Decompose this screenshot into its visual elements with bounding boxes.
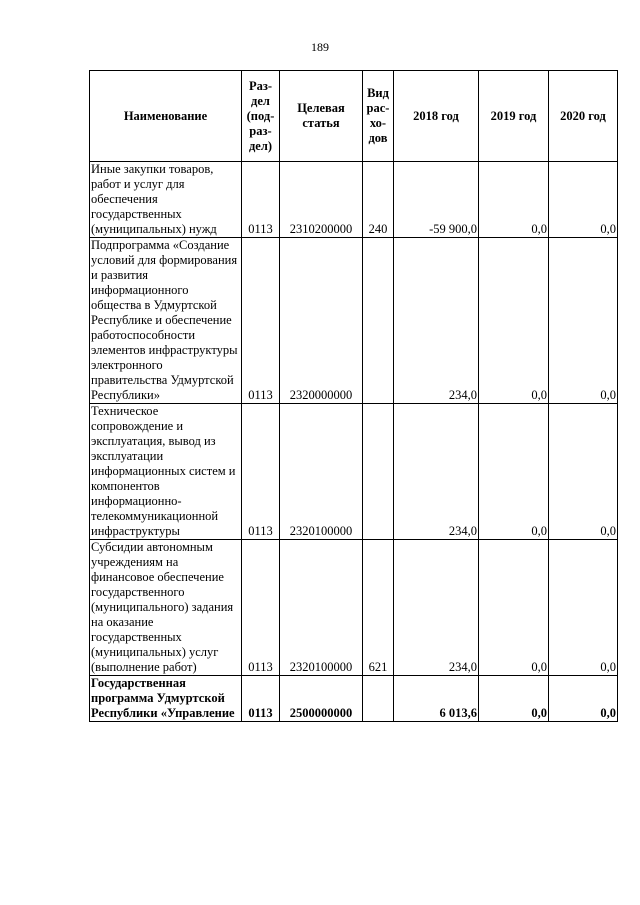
row-type (363, 404, 394, 540)
header-2018: 2018 год (394, 71, 479, 162)
table-header-row (90, 71, 618, 162)
table-body (90, 162, 618, 722)
row-2020: 0,0 (549, 540, 618, 676)
row-type (363, 676, 394, 722)
row-type: 240 (363, 162, 394, 238)
row-2020: 0,0 (549, 162, 618, 238)
page-number: 189 (311, 40, 329, 54)
row-2019: 0,0 (479, 162, 549, 238)
header-target: Целевая статья (280, 71, 363, 162)
table-row (90, 676, 618, 722)
table-row (90, 238, 618, 404)
row-section: 0113 (242, 162, 280, 238)
row-2019: 0,0 (479, 238, 549, 404)
table-row (90, 404, 618, 540)
row-section: 0113 (242, 676, 280, 722)
row-2020: 0,0 (549, 238, 618, 404)
header-2019: 2019 год (479, 71, 549, 162)
header-name: Наименование (90, 71, 242, 162)
row-target: 2320100000 (280, 404, 363, 540)
row-section: 0113 (242, 404, 280, 540)
row-type (363, 238, 394, 404)
row-2018: 234,0 (394, 404, 479, 540)
row-target: 2310200000 (280, 162, 363, 238)
row-2018: 6 013,6 (394, 676, 479, 722)
row-section: 0113 (242, 238, 280, 404)
row-target: 2500000000 (280, 676, 363, 722)
row-type: 621 (363, 540, 394, 676)
table-row (90, 540, 618, 676)
row-2019: 0,0 (479, 404, 549, 540)
row-2018: -59 900,0 (394, 162, 479, 238)
row-name: Техническое сопровождение и эксплуатация, вывод из эксплуатации информационных систем и компонентов информационно-телекоммуникационной инфраструктуры (90, 404, 242, 540)
header-2020: 2020 год (549, 71, 618, 162)
row-name: Государственная программа Удмуртской Республики «Управление (90, 676, 242, 722)
row-section: 0113 (242, 540, 280, 676)
row-2020: 0,0 (549, 676, 618, 722)
row-2018: 234,0 (394, 238, 479, 404)
row-target: 2320100000 (280, 540, 363, 676)
row-name: Подпрограмма «Создание условий для формирования и развития информационного общества в Удмуртской Республике и обеспечение работоспособности элементов инфраструктуры электронного правительства Удмуртской Республики» (90, 238, 242, 404)
row-2018: 234,0 (394, 540, 479, 676)
row-name: Иные закупки товаров, работ и услуг для обеспечения государственных (муниципальных) нужд (90, 162, 242, 238)
row-name: Субсидии автономным учреждениям на финансовое обеспечение государственного (муниципального) задания на оказание государственных (муниципальных) услуг (выполнение работ) (90, 540, 242, 676)
row-2020: 0,0 (549, 404, 618, 540)
budget-table (89, 70, 618, 722)
row-2019: 0,0 (479, 540, 549, 676)
header-section: Раз- дел (под- раз- дел) (242, 71, 280, 162)
row-target: 2320000000 (280, 238, 363, 404)
row-2019: 0,0 (479, 676, 549, 722)
table-row (90, 162, 618, 238)
header-type: Вид рас- хо- дов (363, 71, 394, 162)
